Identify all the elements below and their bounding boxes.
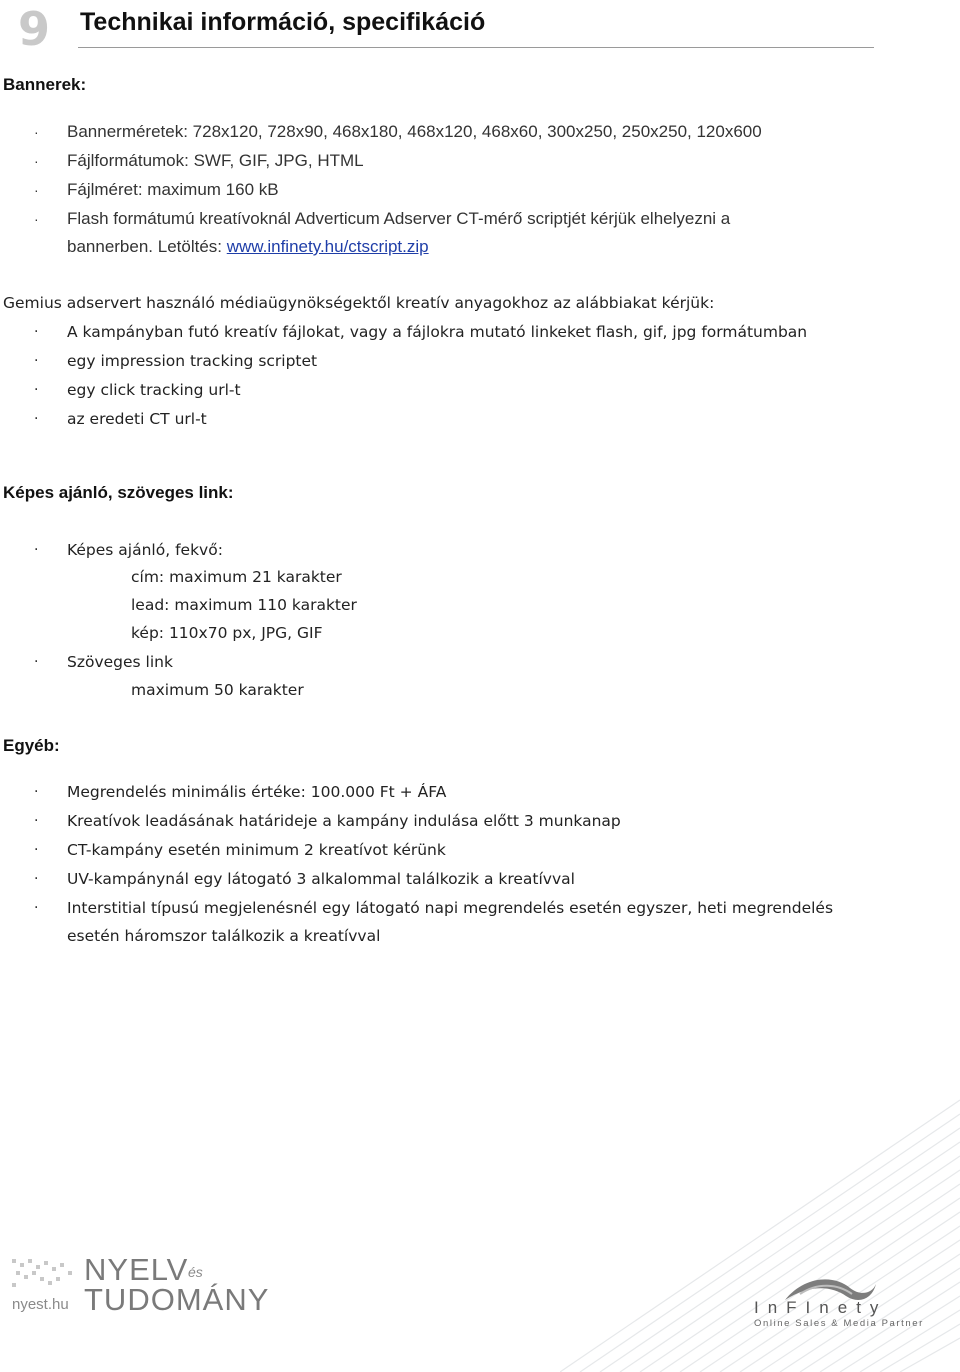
infinety-logo-text: InFInety: [754, 1298, 888, 1317]
corner-stripes-decoration: [560, 1090, 960, 1372]
detail-line: cím: maximum 21 karakter: [131, 568, 342, 586]
list-item-text: egy click tracking url-t: [67, 381, 241, 399]
gemius-intro: Gemius adservert használó médiaügynökségektől kreatív anyagokhoz az alábbiakat kérjük:: [3, 294, 715, 312]
list-item-text: egy impression tracking scriptet: [67, 352, 318, 370]
list-item-text: UV-kampánynál egy látogató 3 alkalommal találkozik a kreatívval: [67, 870, 575, 888]
page-title: Technikai információ, specifikáció: [80, 8, 486, 36]
detail-line: kép: 110x70 px, JPG, GIF: [131, 624, 323, 642]
bullet: ·: [34, 842, 39, 858]
nyelv-logo-text: NYELV: [84, 1252, 189, 1287]
list-item-text: Szöveges link: [67, 653, 173, 671]
bullet: ·: [34, 784, 39, 800]
es-logo-text: és: [188, 1264, 203, 1280]
list-item-text: CT-kampány esetén minimum 2 kreatívot kérünk: [67, 841, 446, 859]
bullet: ·: [34, 900, 39, 916]
bullet: ·: [34, 324, 39, 340]
list-item-text: Megrendelés minimális értéke: 100.000 Ft + ÁFA: [67, 783, 447, 801]
title-rule: [78, 47, 874, 48]
bullet: ·: [34, 411, 39, 427]
list-item-text: Interstitial típusú megjelenésnél egy látogató napi megrendelés esetén egyszer, heti megrendelés: [67, 899, 834, 917]
detail-line: lead: maximum 110 karakter: [131, 596, 357, 614]
bullet: ·: [34, 124, 39, 140]
bullet: ·: [34, 542, 39, 558]
list-item-text: az eredeti CT url-t: [67, 410, 207, 428]
bullet: ·: [34, 871, 39, 887]
list-item-text: Fájlméret: maximum 160 kB: [67, 180, 279, 199]
kepes-heading: Képes ajánló, szöveges link:: [3, 483, 234, 502]
page-number: 9: [18, 2, 49, 56]
bullet: ·: [34, 813, 39, 829]
list-item-text: Bannerméretek: 728x120, 728x90, 468x180, 468x120, 468x60, 300x250, 250x250, 120x600: [67, 122, 762, 141]
list-item-text: Képes ajánló, fekvő:: [67, 541, 223, 559]
infinety-tagline: Online Sales & Media Partner: [754, 1318, 924, 1329]
list-item-text: Fájlformátumok: SWF, GIF, JPG, HTML: [67, 151, 364, 170]
bullet: ·: [34, 211, 39, 227]
list-item-text: A kampányban futó kreatív fájlokat, vagy a fájlokra mutató linkeket flash, gif, jpg formátumban: [67, 323, 808, 341]
detail-line: maximum 50 karakter: [131, 681, 304, 699]
egyeb-heading: Egyéb:: [3, 736, 60, 755]
tudomany-logo-text: TUDOMÁNY: [84, 1282, 270, 1317]
nyest-small-label: nyest.hu: [12, 1296, 69, 1313]
list-item-text: Flash formátumú kreatívoknál Adverticum Adserver CT-mérő scriptjét kérjük elhelyezni a: [67, 209, 731, 228]
bullet: ·: [34, 654, 39, 670]
download-prefix: bannerben. Letöltés:: [67, 237, 227, 256]
bullet: ·: [34, 353, 39, 369]
download-link[interactable]: www.infinety.hu/ctscript.zip: [226, 237, 429, 256]
bullet: ·: [34, 382, 39, 398]
bannerek-heading: Bannerek:: [3, 75, 87, 94]
list-item-text: Kreatívok leadásának határideje a kampány indulása előtt 3 munkanap: [67, 812, 621, 830]
bullet: ·: [34, 153, 39, 169]
bullet: ·: [34, 182, 39, 198]
list-item-text: esetén háromszor találkozik a kreatívval: [67, 927, 381, 945]
